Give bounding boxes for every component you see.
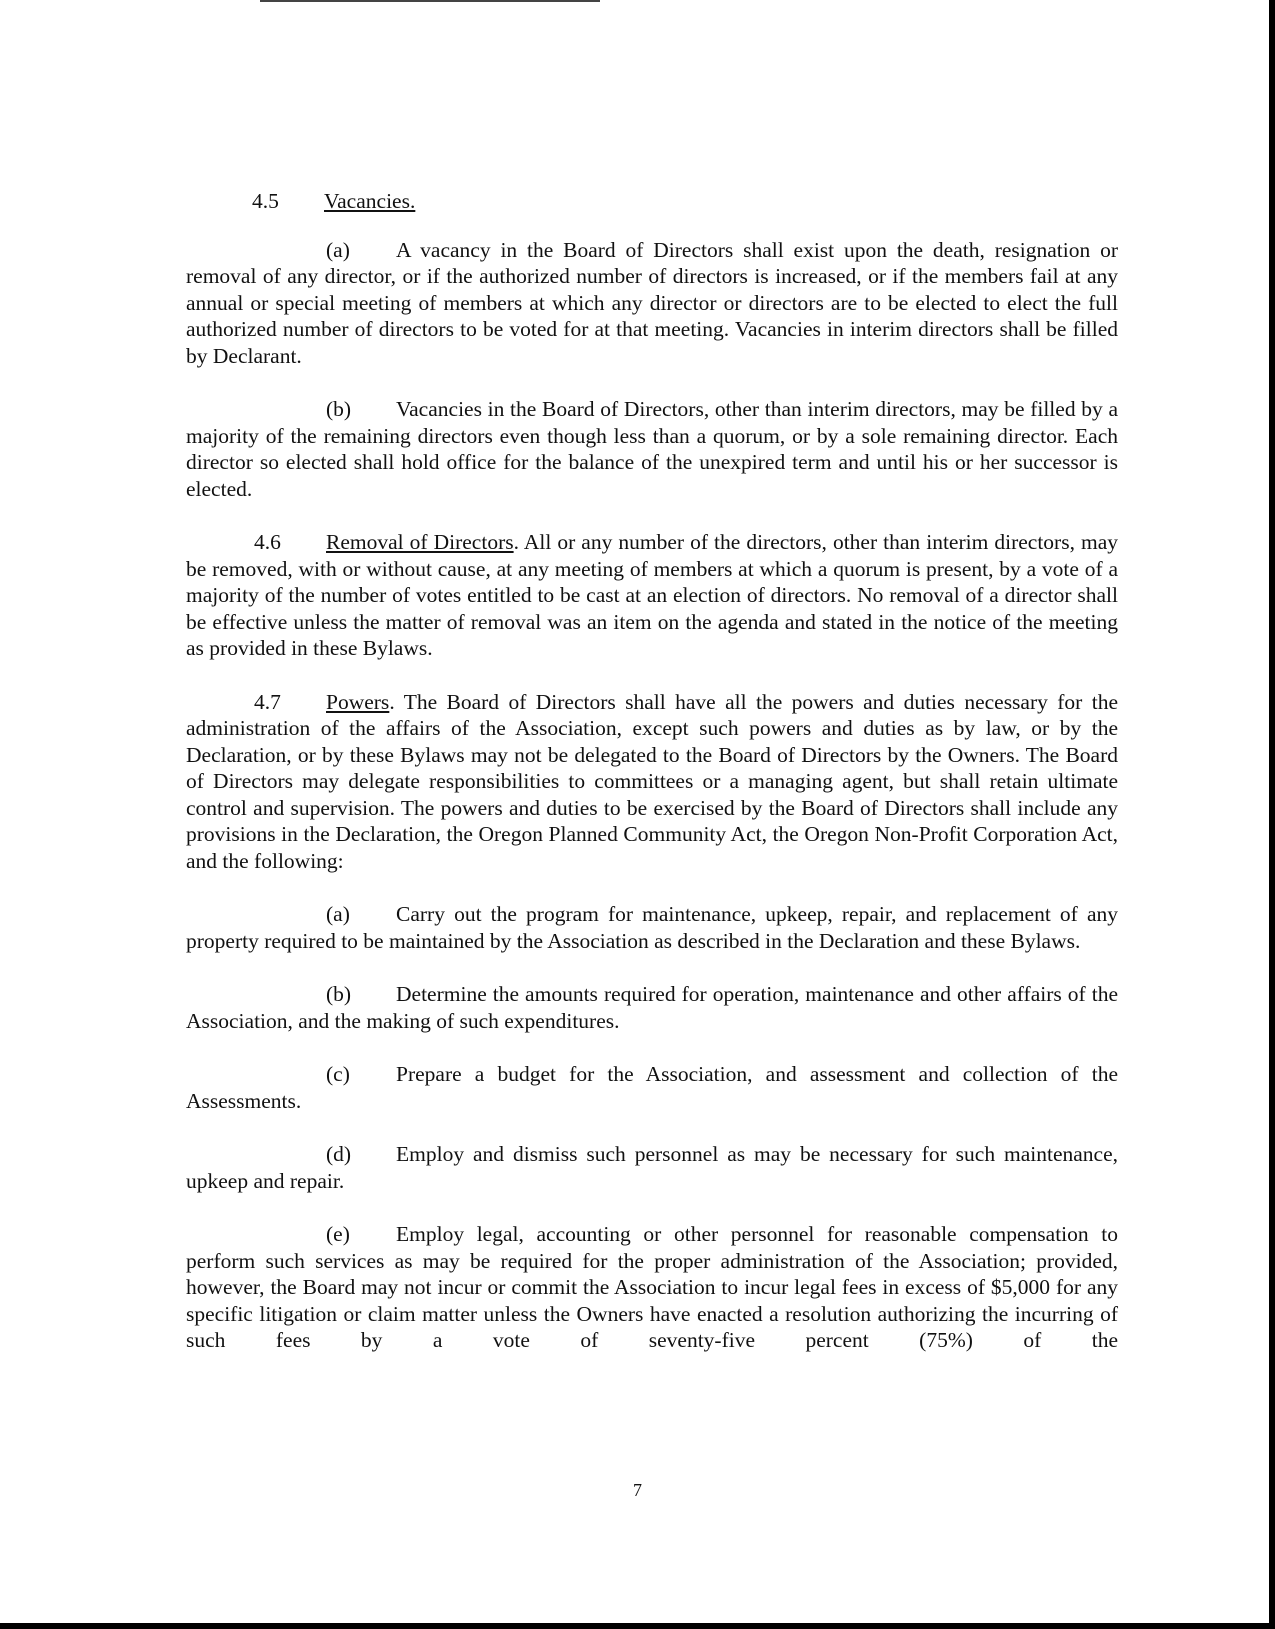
paragraph-label: (a) <box>326 237 350 262</box>
section-title: Powers <box>326 689 390 714</box>
scan-edge-right <box>1269 0 1275 1629</box>
paragraph-label: (b) <box>326 982 352 1006</box>
page-number: 7 <box>633 1480 642 1500</box>
section-4-7-item-c <box>186 1061 1118 1114</box>
paragraph-label: (a) <box>326 902 350 926</box>
paragraph-text: Prepare a budget for the Association, and assessment and collection of the Assessments. <box>186 1062 1118 1113</box>
paragraph-text: . All or any number of the directors, other than interim directors, may be removed, with or without cause, at any meeting of members at which a quorum is present, by a vote of a majority of the number of votes entitled to be cast at an election of directors. No removal of a director shall be effective unless the matter of removal was an item on the agenda and stated in the notice of the meeting as provided in these Bylaws. <box>186 530 1118 660</box>
section-4-5-paragraph-a <box>186 237 1118 370</box>
paragraph-label: (b) <box>326 397 352 421</box>
section-4-6-paragraph <box>186 529 1118 662</box>
section-title: Vacancies. <box>324 189 416 213</box>
paragraph-text: Employ and dismiss such personnel as may be necessary for such maintenance, upkeep and repair. <box>186 1142 1118 1193</box>
scan-edge-bottom <box>0 1623 1275 1629</box>
section-4-7-item-b <box>186 981 1118 1034</box>
scan-edge-top <box>260 0 600 2</box>
paragraph-text: Vacancies in the Board of Directors, other than interim directors, may be filled by a majority of the remaining directors even though less than a quorum, or by a sole remaining director. Each director so elected shall hold office for the balance of the unexpired term and until his or her successor is elected. <box>186 397 1118 501</box>
paragraph-text: Determine the amounts required for operation, maintenance and other affairs of the Association, and the making of such expenditures. <box>186 982 1118 1033</box>
section-number: 4.6 <box>254 530 281 554</box>
paragraph-label: (d) <box>326 1142 352 1166</box>
section-number: 4.7 <box>254 689 281 714</box>
paragraph-text: . The Board of Directors shall have all the powers and duties necessary for the administration of the affairs of the Association, except such powers and duties as by law, or by the Declaration, or by these Bylaws may not be delegated to the Board of Directors by the Owners. The Board of Directors may delegate responsibilities to committees or a managing agent, but shall retain ultimate control and supervision. The powers and duties to be exercised by the Board of Directors shall include any provisions in the Declaration, the Oregon Planned Community Act, the Oregon Non-Profit Corporation Act, and the following: <box>186 689 1118 873</box>
section-4-5-heading <box>186 188 1118 215</box>
paragraph-text: Employ legal, accounting or other personnel for reasonable compensation to perform such services as may be required for the proper administration of the Association; provided, however, the Board may not incur or commit the Association to incur legal fees in excess of $5,000 for any specific litigation or claim matter unless the Owners have enacted a resolution authorizing the incurring of such fees by a vote of seventy-five percent (75%) of the <box>186 1222 1118 1352</box>
section-4-7-paragraph <box>186 689 1118 875</box>
document-body <box>186 188 1118 1381</box>
section-title: Removal of Directors <box>326 530 514 554</box>
section-number: 4.5 <box>252 189 279 213</box>
section-4-7-item-e <box>186 1221 1118 1354</box>
paragraph-label: (c) <box>326 1062 350 1086</box>
paragraph-label: (e) <box>326 1222 350 1246</box>
paragraph-text: A vacancy in the Board of Directors shall exist upon the death, resignation or removal of any director, or if the authorized number of directors is increased, or if the members fail at any annual or special meeting of members at which any director or directors are to be elected to elect the full authorized number of directors to be voted for at that meeting. Vacancies in interim directors shall be filled by Declarant. <box>186 237 1118 368</box>
section-4-5-paragraph-b <box>186 396 1118 502</box>
paragraph-text: Carry out the program for maintenance, upkeep, repair, and replacement of any property required to be maintained by the Association as described in the Declaration and these Bylaws. <box>186 902 1118 953</box>
section-4-7-item-a <box>186 901 1118 954</box>
section-4-7-item-d <box>186 1141 1118 1194</box>
